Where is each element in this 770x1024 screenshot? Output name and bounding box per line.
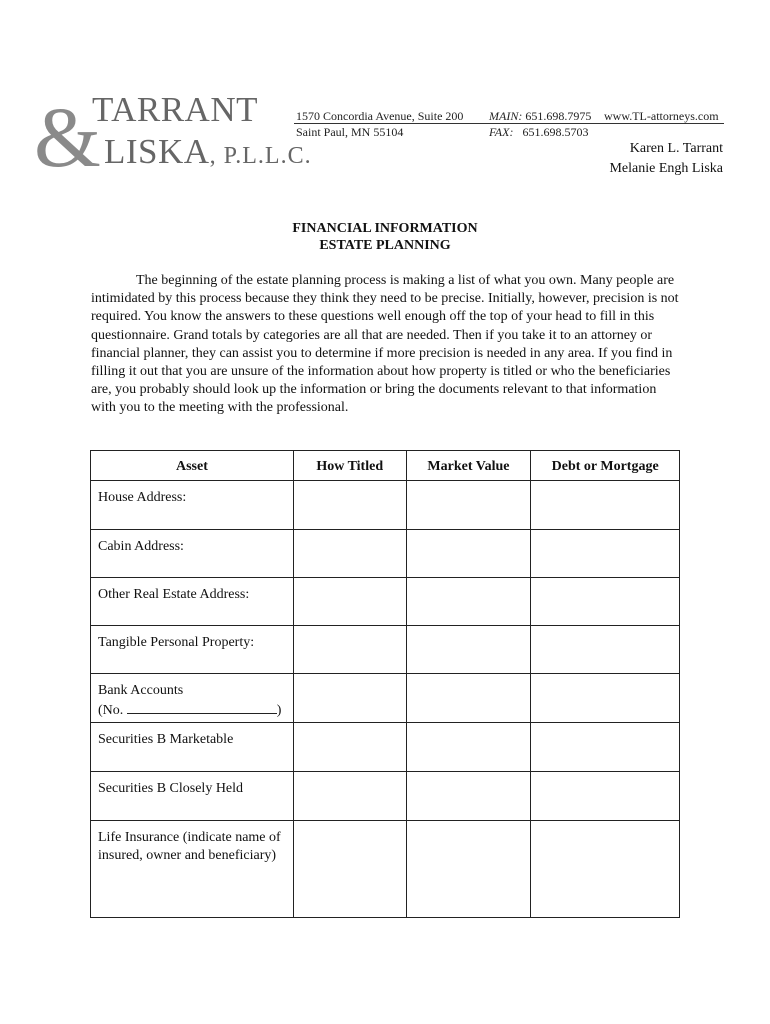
- asset-table: [90, 450, 680, 918]
- table-header-row: [91, 451, 680, 481]
- main-phone: MAIN: 651.698.7975: [489, 109, 592, 123]
- table-row: [91, 723, 680, 772]
- asset-label: Bank Accounts (No. ): [91, 674, 294, 723]
- address-line-2: Saint Paul, MN 55104: [296, 125, 404, 139]
- debt-cell[interactable]: [531, 772, 680, 821]
- fax-phone: FAX: 651.698.5703: [489, 125, 589, 139]
- logo-line-tarrant: TARRANT: [92, 90, 258, 129]
- table-row: [91, 481, 680, 530]
- debt-cell[interactable]: [531, 723, 680, 772]
- asset-label: Securities B Marketable: [91, 723, 294, 772]
- logo-suffix: , P.L.L.C.: [209, 143, 312, 169]
- how-titled-cell[interactable]: [293, 723, 406, 772]
- title-line-2: ESTATE PLANNING: [319, 238, 451, 253]
- how-titled-cell[interactable]: [293, 578, 406, 626]
- debt-cell[interactable]: [531, 481, 680, 530]
- table-row: [91, 821, 680, 918]
- how-titled-cell[interactable]: [293, 530, 406, 578]
- market-value-cell[interactable]: [406, 723, 531, 772]
- asset-label: Life Insurance (indicate name of insured, owner and beneficiary): [91, 821, 294, 918]
- column-header-debt: Debt or Mortgage: [531, 451, 680, 481]
- how-titled-cell[interactable]: [293, 626, 406, 674]
- form-title: [0, 220, 770, 254]
- table-row: [91, 674, 680, 723]
- how-titled-cell[interactable]: [293, 821, 406, 918]
- how-titled-cell[interactable]: [293, 674, 406, 723]
- firm-phones: [489, 108, 591, 140]
- logo-line-liska: LISKA, P.L.L.C.: [104, 132, 312, 171]
- debt-cell[interactable]: [531, 674, 680, 723]
- debt-cell[interactable]: [531, 821, 680, 918]
- debt-cell[interactable]: [531, 530, 680, 578]
- table-row: [91, 772, 680, 821]
- asset-label: Other Real Estate Address:: [91, 578, 294, 626]
- attorney-name: Karen L. Tarrant: [629, 141, 723, 156]
- debt-cell[interactable]: [531, 626, 680, 674]
- firm-address: [296, 108, 463, 140]
- attorney-name: Melanie Engh Liska: [609, 161, 723, 176]
- debt-cell[interactable]: [531, 578, 680, 626]
- market-value-cell[interactable]: [406, 674, 531, 723]
- how-titled-cell[interactable]: [293, 772, 406, 821]
- firm-logo: [34, 88, 312, 185]
- market-value-cell[interactable]: [406, 530, 531, 578]
- market-value-cell[interactable]: [406, 481, 531, 530]
- asset-label: Cabin Address:: [91, 530, 294, 578]
- column-header-asset: Asset: [91, 451, 294, 481]
- intro-paragraph: The beginning of the estate planning process is making a list of what you own. Many people are intimidated by this process because they think they need to be precise. Initially, however, precision is not required. You know the answers to these questions well enough off the top of your head to fill in this questionnaire. Grand totals by categories are all that are needed. Then if you take it to an attorney or financial planner, they can assist you to determine if more precision is needed in any area. If you find in filling it out that you are unsure of the information about how property is titled or who the beneficiaries are, you probably should look up the information or bring the documents relevant to that information with you to the meeting with the professional.: [91, 273, 679, 416]
- address-line-1: 1570 Concordia Avenue, Suite 200: [296, 109, 464, 123]
- market-value-cell[interactable]: [406, 578, 531, 626]
- how-titled-cell[interactable]: [293, 481, 406, 530]
- market-value-cell[interactable]: [406, 772, 531, 821]
- table-row: [91, 530, 680, 578]
- title-line-1: FINANCIAL INFORMATION: [292, 221, 478, 236]
- market-value-cell[interactable]: [406, 626, 531, 674]
- account-number-blank[interactable]: [127, 700, 277, 714]
- table-row: [91, 626, 680, 674]
- market-value-cell[interactable]: [406, 821, 531, 918]
- attorney-list: [609, 139, 723, 179]
- firm-website[interactable]: www.TL-attorneys.com: [604, 109, 719, 123]
- asset-label: Tangible Personal Property:: [91, 626, 294, 674]
- header-divider: [294, 123, 724, 124]
- table-row: [91, 578, 680, 626]
- asset-label: House Address:: [91, 481, 294, 530]
- logo-ampersand: &: [34, 89, 101, 185]
- column-header-how-titled: How Titled: [293, 451, 406, 481]
- column-header-market-value: Market Value: [406, 451, 531, 481]
- asset-label: Securities B Closely Held: [91, 772, 294, 821]
